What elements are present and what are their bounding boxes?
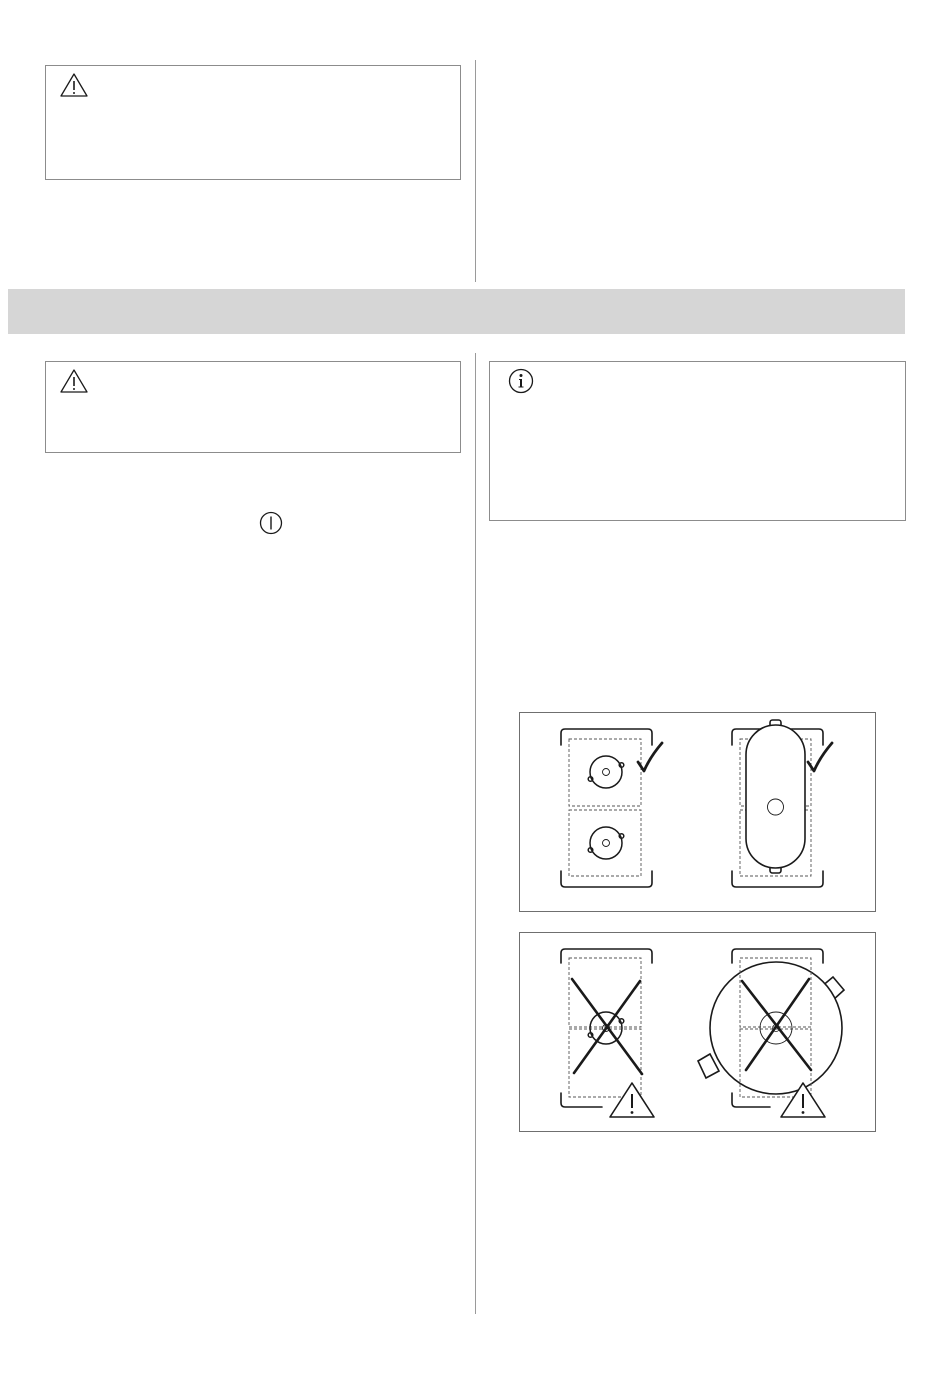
power-on-off-icon	[259, 511, 283, 535]
round-pot-icon	[588, 756, 624, 788]
top-warning-box	[45, 65, 461, 180]
column-divider-top	[475, 60, 476, 282]
info-box	[489, 361, 906, 521]
section-heading-band	[8, 289, 905, 334]
figure-incorrect-placement	[519, 932, 876, 1132]
figure-correct-placement	[519, 712, 876, 912]
large-round-pan-icon	[698, 958, 844, 1097]
figure-correct-drawing	[520, 713, 877, 913]
oval-pan-icon	[746, 720, 805, 873]
column-divider-bottom	[475, 353, 476, 1314]
warning-triangle-icon	[59, 368, 89, 394]
check-mark-icon	[638, 743, 662, 771]
figure-incorrect-drawing	[520, 933, 877, 1133]
check-mark-icon	[808, 743, 832, 771]
warning-triangle-icon	[59, 72, 89, 98]
warning-triangle-icon	[610, 1083, 654, 1117]
round-pot-icon	[588, 827, 624, 859]
cross-mark-icon	[572, 979, 642, 1074]
left-warning-box	[45, 361, 461, 453]
info-icon	[508, 368, 534, 394]
